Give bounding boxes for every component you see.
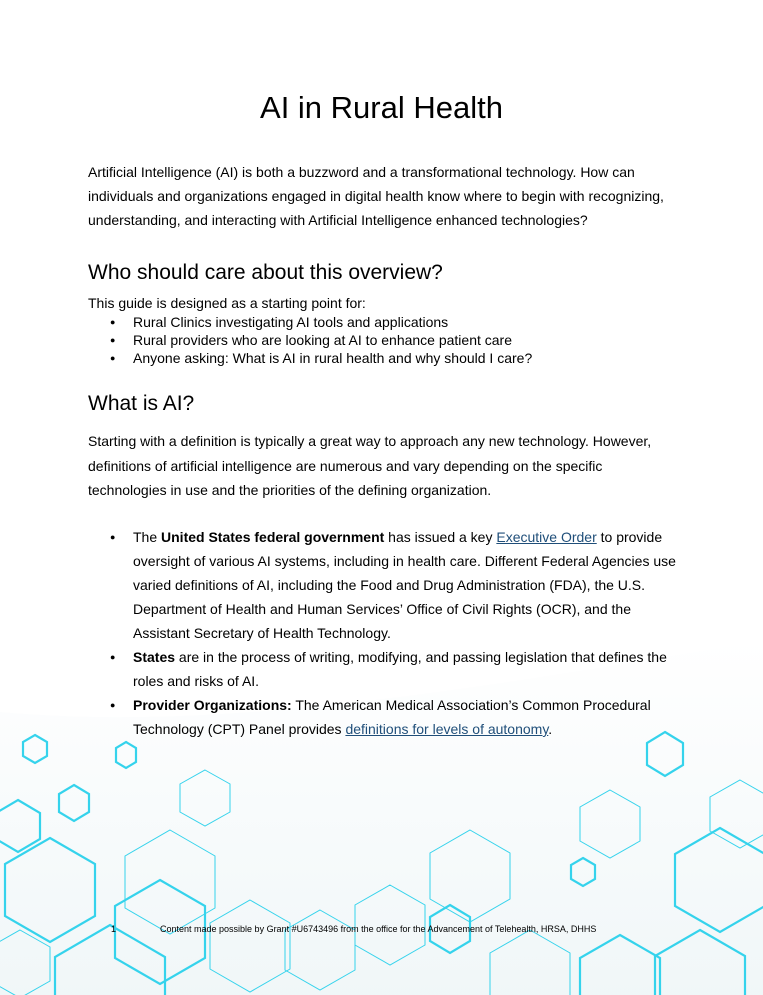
bold-term: States: [133, 649, 176, 665]
section-heading-what: What is AI?: [88, 392, 195, 415]
list-item: ● Rural Clinics investigating AI tools and applications: [88, 313, 688, 331]
list-item-states: [88, 645, 688, 693]
text: The American Medical Association’s Common Procedural Technology (CPT) Panel provides: [133, 697, 651, 737]
text: The: [133, 529, 162, 545]
audience-list: [88, 313, 688, 367]
list-item: ● Anyone asking: What is AI in rural health and why should I care?: [88, 349, 688, 367]
page-number: 1: [111, 924, 117, 934]
page-title: AI in Rural Health: [260, 90, 503, 125]
bold-term: United States federal government: [161, 529, 385, 545]
list-item: ● Rural providers who are looking at AI to enhance patient care: [88, 331, 688, 349]
guide-intro-text: This guide is designed as a starting point for:: [88, 295, 366, 311]
definitions-list: [88, 525, 688, 741]
list-item-federal: [88, 525, 688, 645]
intro-paragraph: Artificial Intelligence (AI) is both a buzzword and a transformational technology. How can individuals and organizations engaged in digital health know where to begin with recognizing, understanding, and interacting with Artificial Intelligence enhanced technologies?: [88, 164, 664, 228]
section-heading-who: Who should care about this overview?: [88, 261, 443, 284]
text: are in the process of writing, modifying, and passing legislation that defines the roles and risks of AI.: [133, 649, 667, 689]
autonomy-definitions-link[interactable]: definitions for levels of autonomy: [345, 721, 549, 737]
text: has issued a key: [384, 529, 497, 545]
bold-term: Provider Organizations:: [133, 697, 292, 713]
list-item-providers: [88, 693, 688, 741]
footer-note: Content made possible by Grant #U6743496 from the office for the Advancement of Telehealth, HRSA, DHHS: [160, 924, 597, 934]
definition-paragraph: Starting with a definition is typically a great way to approach any new technology. However, definitions of artificial intelligence are numerous and vary depending on the specific technologies in use and the priorities of the defining organization.: [88, 433, 652, 498]
executive-order-link[interactable]: Executive Order: [496, 529, 597, 545]
text: .: [548, 721, 553, 737]
text: to provide oversight of various AI systems, including in health care. Different Federal Agencies use varied definitions of AI, including the Food and Drug Administration (FDA), the U.S. Department of Health and Human Services’ Office of Civil Rights (OCR), and the Assistant Secretary of Health Technology.: [133, 529, 676, 641]
